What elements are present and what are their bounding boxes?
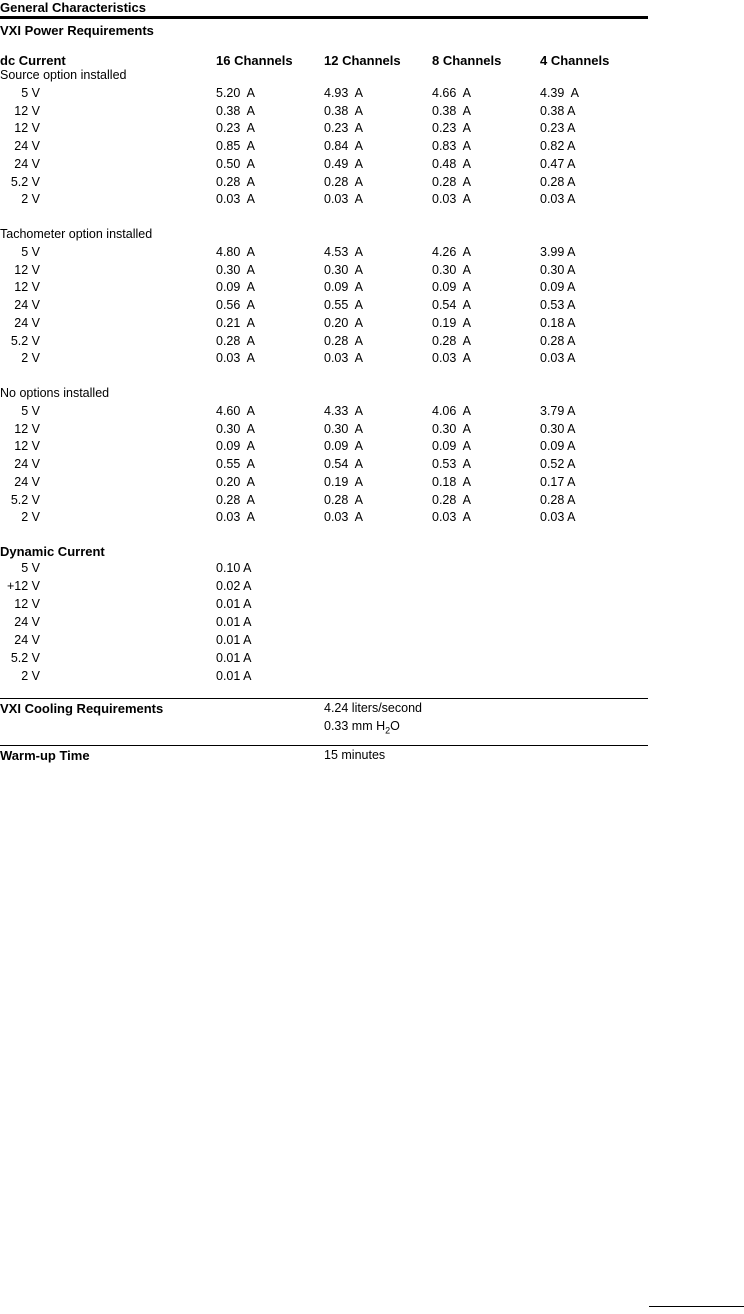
table-row xyxy=(0,560,648,577)
current-value: 0.21 A xyxy=(216,315,255,330)
current-value: 0.30 A xyxy=(432,421,471,436)
voltage-label: 5.2 V xyxy=(10,651,40,665)
warmup-rule xyxy=(0,745,648,746)
voltage-label: 2 V xyxy=(21,192,40,207)
dc-current-label: dc Current xyxy=(0,53,66,68)
current-value: 0.30 A xyxy=(540,421,576,436)
table-row xyxy=(0,191,648,208)
current-value: 5.20 A xyxy=(216,86,255,100)
current-value: 0.03 A xyxy=(432,351,471,366)
current-value: 0.23 A xyxy=(216,121,255,136)
current-value: 0.38 A xyxy=(432,103,471,118)
current-value: 0.55 A xyxy=(324,298,363,313)
table-row xyxy=(0,244,648,261)
current-value: 3.99 A xyxy=(540,245,576,259)
current-value: 0.23 A xyxy=(432,121,471,136)
current-value: 0.28 A xyxy=(216,174,255,189)
current-value: 0.17 A xyxy=(540,474,576,489)
current-value: 0.53 A xyxy=(540,298,576,313)
voltage-label: 5.2 V xyxy=(10,174,40,189)
warmup-section-title: Warm-up Time xyxy=(0,748,90,763)
voltage-label: 2 V xyxy=(21,351,40,366)
table-row xyxy=(0,632,648,649)
dynamic-current-value: 0.10 A xyxy=(216,561,252,575)
current-value: 0.09 A xyxy=(540,439,576,454)
current-value: 0.18 A xyxy=(432,474,471,489)
table-row xyxy=(0,614,648,631)
voltage-label: +12 V xyxy=(6,579,40,593)
voltage-label: 24 V xyxy=(14,457,40,472)
current-value: 0.19 A xyxy=(324,474,363,489)
current-value: 0.09 A xyxy=(324,280,363,295)
current-value: 0.20 A xyxy=(216,474,255,489)
table-row xyxy=(0,350,648,367)
voltage-label: 5 V xyxy=(21,561,40,575)
current-value: 0.09 A xyxy=(432,280,471,295)
current-value: 0.03 A xyxy=(216,510,255,525)
current-value: 4.26 A xyxy=(432,245,471,259)
voltage-label: 12 V xyxy=(14,597,40,611)
current-value: 0.09 A xyxy=(216,280,255,295)
table-row xyxy=(0,315,648,332)
voltage-label: 24 V xyxy=(14,615,40,629)
table-row xyxy=(0,103,648,120)
dynamic-current-value: 0.02 A xyxy=(216,579,252,593)
current-value: 0.55 A xyxy=(216,457,255,472)
voltage-label: 5.2 V xyxy=(10,333,40,348)
cooling-section-title: VXI Cooling Requirements xyxy=(0,701,164,716)
current-value: 0.50 A xyxy=(216,156,255,171)
dynamic-current-label: Dynamic Current xyxy=(0,544,105,559)
voltage-label: 5.2 V xyxy=(10,492,40,507)
table-row xyxy=(0,668,648,685)
current-value: 0.28 A xyxy=(540,333,576,348)
dynamic-current-value: 0.01 A xyxy=(216,597,252,611)
current-value: 0.20 A xyxy=(324,315,363,330)
current-value: 0.03 A xyxy=(540,510,576,525)
table-row xyxy=(0,297,648,314)
dynamic-current-value: 0.01 A xyxy=(216,669,252,683)
table-row xyxy=(0,650,648,667)
current-value: 0.85 A xyxy=(216,139,255,154)
voltage-label: 24 V xyxy=(14,298,40,313)
current-value: 0.28 A xyxy=(432,492,471,507)
voltage-label: 24 V xyxy=(14,139,40,154)
current-value: 0.28 A xyxy=(324,492,363,507)
current-value: 0.03 A xyxy=(540,351,576,366)
current-value: 0.84 A xyxy=(324,139,363,154)
current-value: 0.09 A xyxy=(216,439,255,454)
page-title: General Characteristics xyxy=(0,0,146,15)
current-value: 0.38 A xyxy=(540,103,576,118)
voltage-label: 2 V xyxy=(21,669,40,683)
current-value: 0.56 A xyxy=(216,298,255,313)
voltage-label: 24 V xyxy=(14,156,40,171)
table-row xyxy=(0,262,648,279)
table-row xyxy=(0,138,648,155)
current-value: 0.54 A xyxy=(324,457,363,472)
current-value: 0.09 A xyxy=(324,439,363,454)
voltage-label: 12 V xyxy=(14,280,40,295)
current-value: 0.28 A xyxy=(216,333,255,348)
current-value: 0.28 A xyxy=(324,174,363,189)
table-row xyxy=(0,120,648,137)
table-row xyxy=(0,85,648,102)
current-value: 0.48 A xyxy=(432,156,471,171)
current-value: 0.28 A xyxy=(432,174,471,189)
voltage-label: 24 V xyxy=(14,633,40,647)
current-value: 0.49 A xyxy=(324,156,363,171)
voltage-label: 12 V xyxy=(14,103,40,118)
current-value: 0.30 A xyxy=(216,421,255,436)
cooling-rule xyxy=(0,698,648,699)
column-header-16: 16 Channels xyxy=(216,53,293,68)
dynamic-current-value: 0.01 A xyxy=(216,615,252,629)
column-header-8: 8 Channels xyxy=(432,53,502,68)
voltage-label: 12 V xyxy=(14,262,40,277)
current-value: 0.30 A xyxy=(216,262,255,277)
current-value: 0.03 A xyxy=(540,192,576,207)
voltage-label: 12 V xyxy=(14,421,40,436)
current-value: 0.47 A xyxy=(540,156,576,171)
current-value: 0.83 A xyxy=(432,139,471,154)
voltage-label: 5 V xyxy=(21,86,40,100)
table-row xyxy=(0,509,648,526)
current-value: 4.53 A xyxy=(324,245,363,259)
column-header-12: 12 Channels xyxy=(324,53,401,68)
voltage-label: 5 V xyxy=(21,404,40,418)
current-value: 0.53 A xyxy=(432,457,471,472)
current-value: 0.03 A xyxy=(324,192,363,207)
table-row xyxy=(0,474,648,491)
table-row xyxy=(0,403,648,420)
current-value: 4.93 A xyxy=(324,86,363,100)
current-value: 0.09 A xyxy=(432,439,471,454)
voltage-label: 12 V xyxy=(14,439,40,454)
table-row xyxy=(0,421,648,438)
current-value: 0.09 A xyxy=(540,280,576,295)
table-row xyxy=(0,438,648,455)
table-row xyxy=(0,279,648,296)
dynamic-current-value: 0.01 A xyxy=(216,651,252,665)
current-value: 0.38 A xyxy=(216,103,255,118)
footer-rule xyxy=(649,1306,744,1307)
current-value: 0.03 A xyxy=(432,510,471,525)
current-value: 0.30 A xyxy=(540,262,576,277)
current-value: 0.28 A xyxy=(432,333,471,348)
current-value: 0.38 A xyxy=(324,103,363,118)
current-value: 4.60 A xyxy=(216,404,255,418)
dynamic-current-value: 0.01 A xyxy=(216,633,252,647)
voltage-label: 24 V xyxy=(14,474,40,489)
current-value: 0.54 A xyxy=(432,298,471,313)
column-header-4: 4 Channels xyxy=(540,53,610,68)
table-row xyxy=(0,333,648,350)
table-row xyxy=(0,492,648,509)
table-row xyxy=(0,156,648,173)
cooling-flow: 4.24 liters/second xyxy=(324,701,422,715)
current-value: 0.23 A xyxy=(540,121,576,136)
power-section-title: VXI Power Requirements xyxy=(0,23,154,38)
table-row xyxy=(0,456,648,473)
current-value: 0.52 A xyxy=(540,457,576,472)
current-value: 0.19 A xyxy=(432,315,471,330)
warmup-value: 15 minutes xyxy=(324,748,386,762)
current-value: 0.30 A xyxy=(324,262,363,277)
current-value: 4.33 A xyxy=(324,404,363,418)
current-value: 4.39 A xyxy=(540,86,579,100)
current-value: 0.28 A xyxy=(216,492,255,507)
voltage-label: 5 V xyxy=(21,245,40,259)
current-value: 0.28 A xyxy=(324,333,363,348)
current-value: 4.06 A xyxy=(432,404,471,418)
current-value: 0.82 A xyxy=(540,139,576,154)
current-value: 0.28 A xyxy=(540,492,576,507)
table-row xyxy=(0,174,648,191)
voltage-label: 24 V xyxy=(14,315,40,330)
current-value: 0.23 A xyxy=(324,121,363,136)
header-rule xyxy=(0,16,648,19)
current-value: 0.03 A xyxy=(324,351,363,366)
current-value: 0.03 A xyxy=(216,192,255,207)
current-value: 0.03 A xyxy=(216,351,255,366)
voltage-label: 2 V xyxy=(21,510,40,525)
current-value: 4.66 A xyxy=(432,86,471,100)
current-value: 0.03 A xyxy=(432,192,471,207)
current-value: 0.28 A xyxy=(540,174,576,189)
current-value: 0.18 A xyxy=(540,315,576,330)
current-value: 4.80 A xyxy=(216,245,255,259)
table-row xyxy=(0,596,648,613)
table-row xyxy=(0,578,648,595)
group-label: No options installed xyxy=(0,386,110,400)
group-label: Tachometer option installed xyxy=(0,227,153,241)
cooling-pressure: 0.33 mm $H_2O$ xyxy=(324,719,400,736)
current-value: 0.03 A xyxy=(324,510,363,525)
voltage-label: 12 V xyxy=(14,121,40,136)
group-label: Source option installed xyxy=(0,68,127,82)
current-value: 3.79 A xyxy=(540,404,576,418)
current-value: 0.30 A xyxy=(324,421,363,436)
current-value: 0.30 A xyxy=(432,262,471,277)
